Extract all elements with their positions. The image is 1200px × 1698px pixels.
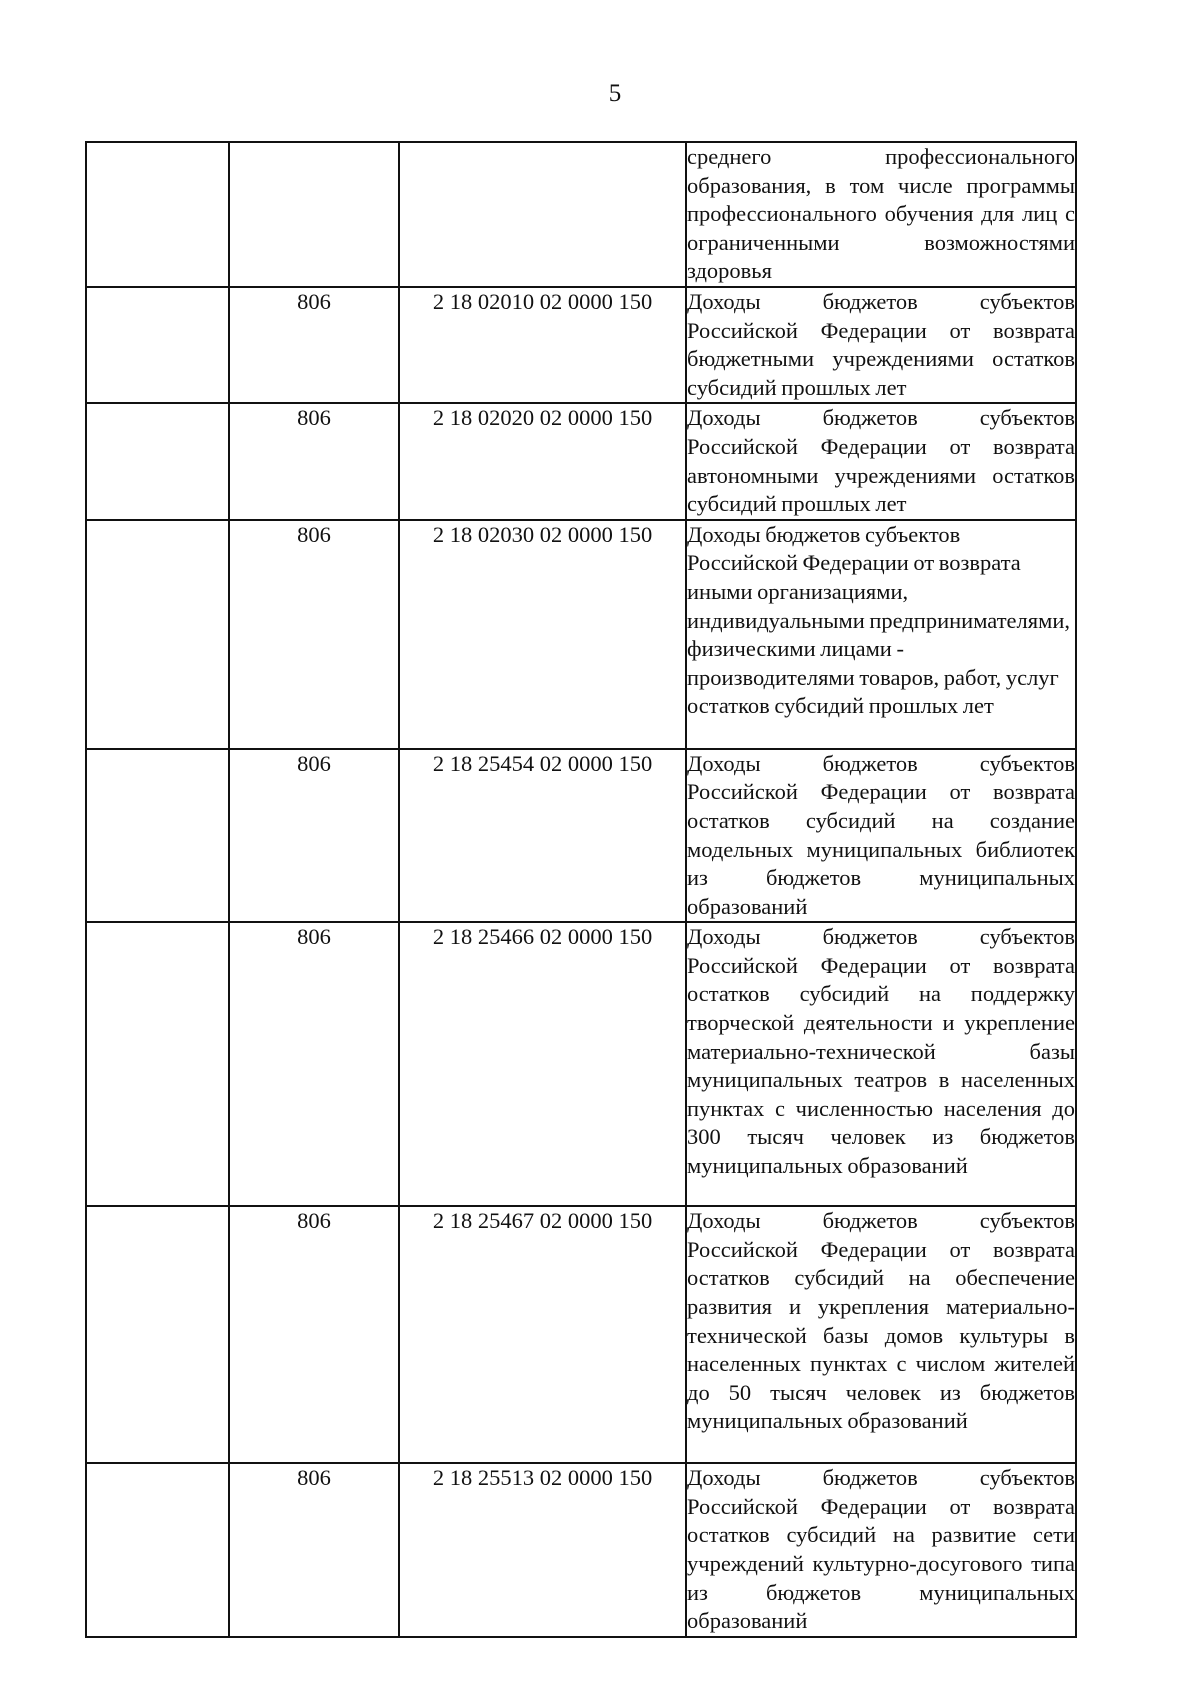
row-description: Доходы бюджетов субъектов Российской Федерации от возврата остатков субсидий на развитие сети учреждений культурно-досугового типа из бюджетов муниципальных образований — [687, 1465, 1075, 1634]
budget-code-cell: 2 18 02010 02 0000 150 — [399, 287, 686, 403]
budget-code-cell — [399, 142, 686, 287]
admin-code-cell: 806 — [229, 1463, 399, 1637]
row-description: среднего профессионального образования, в том числе программы профессионального обучения для лиц с ограниченными возможностями здоровья — [687, 144, 1075, 284]
table-row — [86, 403, 1076, 519]
admin-code-cell — [229, 142, 399, 287]
empty-cell — [86, 1206, 229, 1463]
budget-code-cell: 2 18 02030 02 0000 150 — [399, 520, 686, 749]
table-row — [86, 1463, 1076, 1637]
admin-code-cell: 806 — [229, 403, 399, 519]
description-cell — [686, 1206, 1076, 1463]
admin-code-cell: 806 — [229, 287, 399, 403]
description-cell — [686, 403, 1076, 519]
description-cell — [686, 922, 1076, 1206]
table-row — [86, 749, 1076, 923]
admin-code-cell: 806 — [229, 749, 399, 923]
empty-cell — [86, 287, 229, 403]
description-cell — [686, 142, 1076, 287]
budget-codes-table — [85, 141, 1077, 1638]
admin-code-cell: 806 — [229, 1206, 399, 1463]
row-description: Доходы бюджетов субъектов Российской Федерации от возврата остатков субсидий на создание модельных муниципальных библиотек из бюджетов муниципальных образований — [687, 750, 1075, 919]
budget-code-cell: 2 18 25466 02 0000 150 — [399, 922, 686, 1206]
empty-cell — [86, 520, 229, 749]
description-cell — [686, 749, 1076, 923]
budget-code-cell: 2 18 25454 02 0000 150 — [399, 749, 686, 923]
description-cell — [686, 520, 1076, 749]
budget-code-cell: 2 18 02020 02 0000 150 — [399, 403, 686, 519]
empty-cell — [86, 922, 229, 1206]
budget-code-cell: 2 18 25513 02 0000 150 — [399, 1463, 686, 1637]
table-row — [86, 922, 1076, 1206]
table-row — [86, 142, 1076, 287]
budget-code-cell: 2 18 25467 02 0000 150 — [399, 1206, 686, 1463]
empty-cell — [86, 749, 229, 923]
page-number: 5 — [608, 80, 622, 107]
row-description: Доходы бюджетов субъектов Российской Федерации от возврата бюджетными учреждениями остатков субсидий прошлых лет — [687, 288, 1075, 400]
admin-code-cell: 806 — [229, 520, 399, 749]
table-row — [86, 287, 1076, 403]
table-row — [86, 520, 1076, 749]
empty-cell — [86, 142, 229, 287]
row-description: Доходы бюджетов субъектов Российской Федерации от возврата иными организациями, индивидуальными предпринимателями, физическими лицами - производителями товаров, работ, услуг остатков субсидий прошлых лет — [687, 521, 1071, 719]
row-description: Доходы бюджетов субъектов Российской Федерации от возврата остатков субсидий на поддержку творческой деятельности и укрепление материально-технической базы муниципальных театров в населенных пунктах с численностью населения до 300 тысяч человек из бюджетов муниципальных образований — [687, 924, 1075, 1179]
empty-cell — [86, 1463, 229, 1637]
admin-code-cell: 806 — [229, 922, 399, 1206]
empty-cell — [86, 403, 229, 519]
table-row — [86, 1206, 1076, 1463]
row-description: Доходы бюджетов субъектов Российской Федерации от возврата автономными учреждениями остатков субсидий прошлых лет — [687, 405, 1075, 517]
description-cell — [686, 1463, 1076, 1637]
description-cell — [686, 287, 1076, 403]
row-description: Доходы бюджетов субъектов Российской Федерации от возврата остатков субсидий на обеспечение развития и укрепления материально-технической базы домов культуры в населенных пунктах с числом жителей до 50 тысяч человек из бюджетов муниципальных образований — [687, 1208, 1075, 1434]
